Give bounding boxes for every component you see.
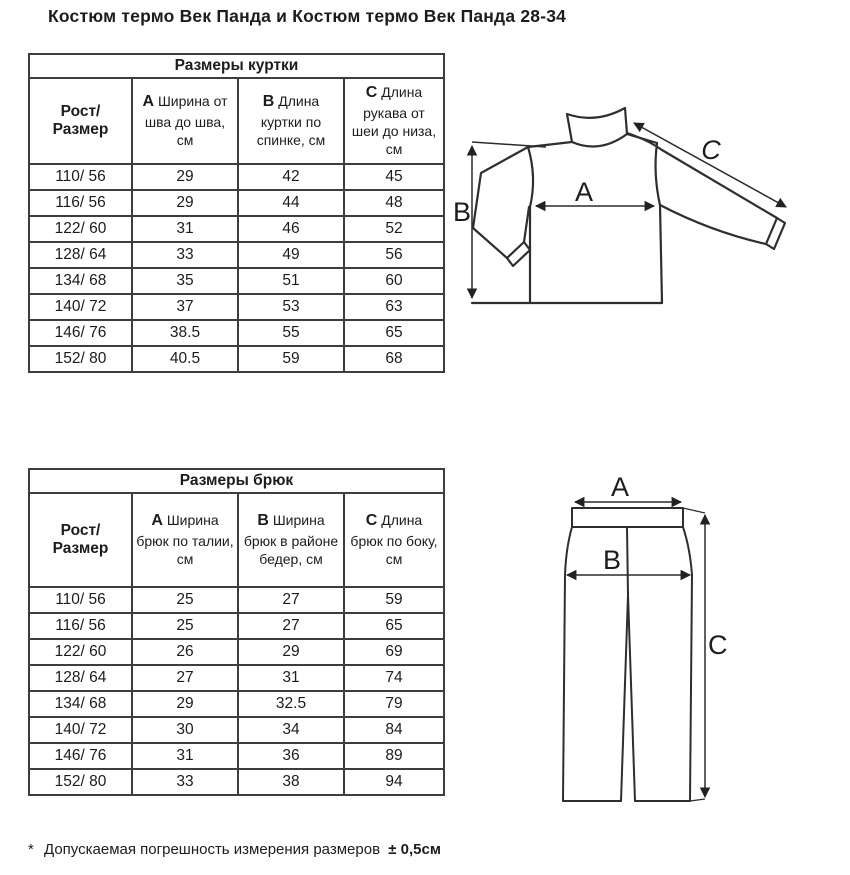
cell-a: 30 (132, 717, 238, 743)
cell-c: 68 (344, 346, 444, 372)
dimension-label-b: B (602, 545, 622, 575)
cell-size: 146/ 76 (29, 743, 132, 769)
cell-b: 59 (238, 346, 344, 372)
cell-a: 29 (132, 164, 238, 190)
cell-b: 29 (238, 639, 344, 665)
pants-center-seam (627, 527, 628, 595)
pants-size-table (28, 468, 445, 796)
pants-right-side (683, 527, 692, 801)
jacket-right-cuff (766, 218, 785, 249)
cell-a: 25 (132, 613, 238, 639)
table-row (29, 268, 444, 294)
dimension-connector-lines (683, 508, 705, 801)
cell-c: 79 (344, 691, 444, 717)
jacket-body-right (660, 205, 662, 303)
dimension-ref-line-top (472, 142, 546, 147)
cell-a: 31 (132, 216, 238, 242)
cell-b: 46 (238, 216, 344, 242)
column-header-a (132, 78, 238, 164)
column-header-a (132, 493, 238, 587)
column-label-c: Длина рукава от шеи до низа, см (351, 84, 437, 158)
pants-table-title: Размеры брюк (29, 469, 444, 493)
pants-inner-legs (621, 595, 635, 801)
table-row (29, 691, 444, 717)
cell-c: 52 (344, 216, 444, 242)
cell-size: 116/ 56 (29, 613, 132, 639)
jacket-right-sleeve-bottom (660, 205, 766, 244)
jacket-size-table (28, 53, 445, 373)
cell-a: 26 (132, 639, 238, 665)
cell-a: 29 (132, 691, 238, 717)
cell-b: 42 (238, 164, 344, 190)
pants-table-header-row (29, 493, 444, 587)
table-row (29, 769, 444, 795)
table-row (29, 743, 444, 769)
column-label-b: Ширина брюк в районе бедер, см (243, 512, 339, 568)
table-row (29, 639, 444, 665)
cell-c: 69 (344, 639, 444, 665)
cell-size: 134/ 68 (29, 691, 132, 717)
cell-b: 51 (238, 268, 344, 294)
dimension-label-c: C (701, 135, 721, 165)
cell-a: 25 (132, 587, 238, 613)
column-letter-b: B (257, 512, 269, 530)
cell-b: 27 (238, 613, 344, 639)
footnote (28, 841, 441, 858)
dimension-label-a: A (574, 177, 594, 207)
cell-c: 74 (344, 665, 444, 691)
column-label-a: Ширина от шва до шва, см (144, 93, 228, 149)
cell-a: 38.5 (132, 320, 238, 346)
cell-c: 56 (344, 242, 444, 268)
cell-b: 44 (238, 190, 344, 216)
cell-b: 38 (238, 769, 344, 795)
pants-left-side (563, 527, 572, 801)
cell-size: 110/ 56 (29, 164, 132, 190)
pants-table-title-row (29, 469, 444, 493)
cell-b: 55 (238, 320, 344, 346)
table-row (29, 613, 444, 639)
column-label-b: Длина куртки по спинке, см (256, 93, 326, 149)
jacket-dimension-arrows (472, 123, 786, 298)
table-row (29, 216, 444, 242)
cell-a: 27 (132, 665, 238, 691)
jacket-table-title-row (29, 54, 444, 78)
table-row (29, 190, 444, 216)
column-header-b (238, 493, 344, 587)
cell-c: 60 (344, 268, 444, 294)
cell-size: 110/ 56 (29, 587, 132, 613)
jacket-left-sleeve-outer (473, 142, 572, 258)
column-header-b (238, 78, 344, 164)
cell-a: 35 (132, 268, 238, 294)
dimension-label-c: C (708, 630, 728, 660)
cell-c: 48 (344, 190, 444, 216)
cell-size: 152/ 80 (29, 346, 132, 372)
footnote-text: Допускаемая погрешность измерения размеров (44, 841, 381, 858)
cell-size: 140/ 72 (29, 294, 132, 320)
pants-waistband (572, 508, 683, 527)
cell-c: 45 (344, 164, 444, 190)
cell-c: 94 (344, 769, 444, 795)
pants-dimension-arrows (567, 502, 705, 801)
pants-outline (563, 508, 692, 801)
cell-b: 32.5 (238, 691, 344, 717)
cell-size: 122/ 60 (29, 639, 132, 665)
jacket-diagram (450, 80, 850, 340)
column-letter-c: C (365, 512, 378, 530)
cell-b: 53 (238, 294, 344, 320)
column-letter-c: C (365, 84, 378, 102)
cell-c: 89 (344, 743, 444, 769)
cell-size: 128/ 64 (29, 665, 132, 691)
dimension-label-a: A (610, 472, 630, 502)
cell-b: 31 (238, 665, 344, 691)
column-letter-b: B (262, 93, 275, 111)
cell-b: 49 (238, 242, 344, 268)
cell-c: 59 (344, 587, 444, 613)
column-header-c (344, 78, 444, 164)
cell-a: 33 (132, 769, 238, 795)
cell-size: 146/ 76 (29, 320, 132, 346)
cell-b: 27 (238, 587, 344, 613)
table-row (29, 320, 444, 346)
cell-size: 134/ 68 (29, 268, 132, 294)
cell-b: 34 (238, 717, 344, 743)
cell-a: 40.5 (132, 346, 238, 372)
cell-size: 140/ 72 (29, 717, 132, 743)
jacket-left-cuff (507, 242, 530, 266)
cell-size: 116/ 56 (29, 190, 132, 216)
cell-a: 29 (132, 190, 238, 216)
table-row (29, 587, 444, 613)
cell-b: 36 (238, 743, 344, 769)
cell-a: 37 (132, 294, 238, 320)
table-row (29, 346, 444, 372)
cell-c: 84 (344, 717, 444, 743)
table-row (29, 164, 444, 190)
jacket-left-sleeve-inner (524, 207, 529, 242)
column-header-size: Рост/Размер (29, 78, 132, 164)
column-header-c (344, 493, 444, 587)
column-letter-a: A (142, 93, 155, 111)
column-letter-a: A (151, 512, 163, 530)
jacket-right-armhole (656, 143, 660, 205)
dimension-label-b: B (452, 197, 472, 227)
jacket-table-header-row (29, 78, 444, 164)
cell-size: 152/ 80 (29, 769, 132, 795)
column-label-a: Ширина брюк по талии, см (136, 512, 234, 568)
column-label-c: Длина брюк по боку, см (350, 512, 438, 568)
footnote-asterisk: * (28, 841, 34, 858)
cell-c: 65 (344, 320, 444, 346)
table-row (29, 294, 444, 320)
table-row (29, 717, 444, 743)
cell-c: 65 (344, 613, 444, 639)
table-row (29, 665, 444, 691)
cell-a: 33 (132, 242, 238, 268)
footnote-tolerance: ± 0,5см (388, 841, 441, 858)
cell-c: 63 (344, 294, 444, 320)
column-header-size: Рост/Размер (29, 493, 132, 587)
pants-diagram (520, 470, 850, 830)
table-row (29, 242, 444, 268)
jacket-left-armhole (528, 147, 533, 207)
cell-size: 128/ 64 (29, 242, 132, 268)
page-title: Костюм термо Век Панда и Костюм термо Век Панда 28-34 (48, 6, 567, 26)
jacket-collar (567, 108, 627, 147)
cell-size: 122/ 60 (29, 216, 132, 242)
cell-a: 31 (132, 743, 238, 769)
jacket-table-title: Размеры куртки (29, 54, 444, 78)
